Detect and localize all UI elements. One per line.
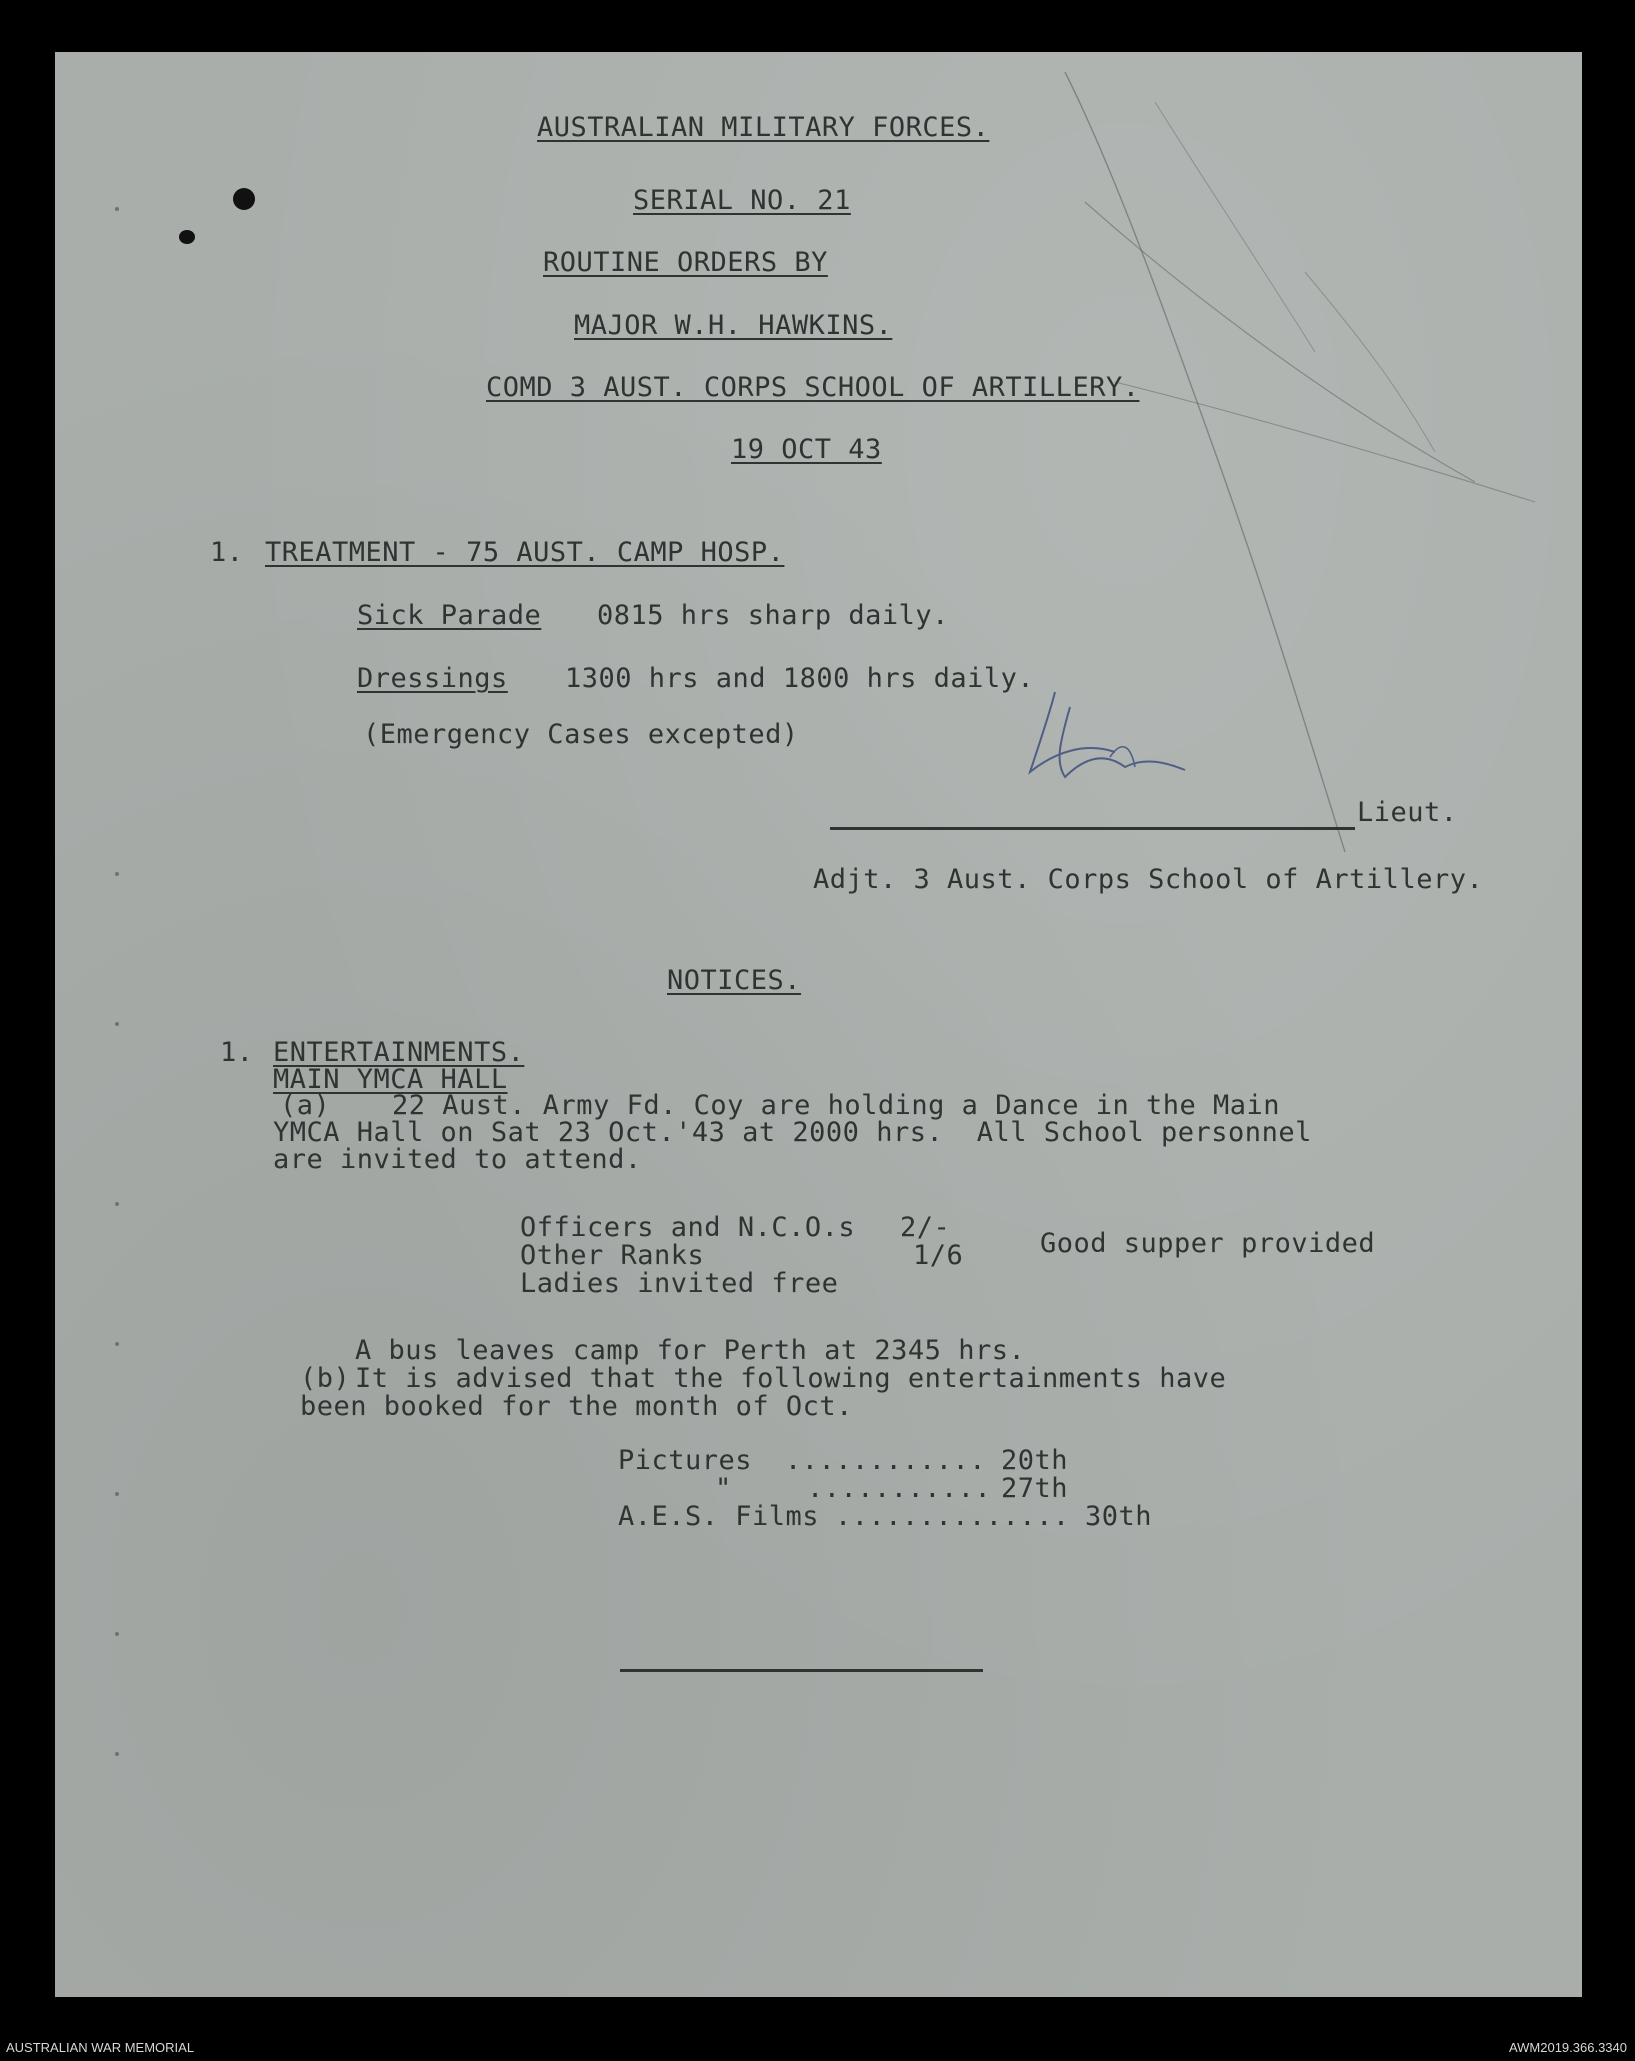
booking-date: 27th <box>1001 1473 1069 1504</box>
booking-name: " <box>715 1473 732 1504</box>
signature-rank: Lieut. <box>1357 797 1458 828</box>
header-line-serial: SERIAL NO. 21 <box>633 185 851 216</box>
punch-hole-mark <box>233 188 255 210</box>
booking-name: A.E.S. Films <box>618 1501 820 1532</box>
booking-name: Pictures <box>618 1445 753 1476</box>
margin-dot <box>115 1752 119 1756</box>
margin-dot <box>115 1492 119 1496</box>
margin-dot <box>115 1342 119 1346</box>
pencil-marks <box>55 52 1582 1997</box>
header-line-routine-orders: ROUTINE ORDERS BY <box>543 247 828 278</box>
closing-rule <box>620 1669 983 1672</box>
item-b-line-1: It is advised that the following entertainments have <box>355 1363 1227 1394</box>
order-number: 1. <box>210 537 244 568</box>
booking-date: 30th <box>1085 1501 1153 1532</box>
margin-dot <box>115 872 119 876</box>
item-a-line-2: YMCA Hall on Sat 23 Oct.'43 at 2000 hrs. All School personnel <box>273 1117 1312 1148</box>
booking-leader: ........... <box>807 1473 992 1504</box>
signature-mark <box>1030 692 1185 777</box>
margin-dot <box>115 1022 119 1026</box>
margin-dot <box>115 1632 119 1636</box>
item-a-label: (a) <box>280 1090 331 1121</box>
booking-date: 20th <box>1001 1445 1069 1476</box>
punch-hole-mark <box>179 230 195 244</box>
price-label-ladies: Ladies invited free <box>520 1268 839 1299</box>
dressings-time: 1300 hrs and 1800 hrs daily. <box>565 663 1035 694</box>
price-label-officers: Officers and N.C.O.s <box>520 1212 856 1243</box>
header-line-command: COMD 3 AUST. CORPS SCHOOL OF ARTILLERY. <box>486 372 1140 403</box>
sick-parade-time: 0815 hrs sharp daily. <box>597 600 949 631</box>
emergency-note: (Emergency Cases excepted) <box>363 719 799 750</box>
order-heading: TREATMENT - 75 AUST. CAMP HOSP. <box>265 537 785 568</box>
header-line-forces: AUSTRALIAN MILITARY FORCES. <box>537 112 990 143</box>
price-label-other-ranks: Other Ranks <box>520 1240 705 1271</box>
margin-dot <box>115 1202 119 1206</box>
price-officers: 2/- <box>900 1212 951 1243</box>
margin-dot <box>115 207 119 211</box>
signature-line <box>830 827 1355 830</box>
signature-title: Adjt. 3 Aust. Corps School of Artillery. <box>813 864 1484 895</box>
header-line-date: 19 OCT 43 <box>731 434 882 465</box>
notices-heading: NOTICES. <box>667 965 802 996</box>
footer-accession-number: AWM2019.366.3340 <box>1508 2040 1627 2055</box>
document-page <box>55 52 1582 1997</box>
item-a-line-3: are invited to attend. <box>273 1144 642 1175</box>
booking-leader: .............. <box>835 1501 1070 1532</box>
supper-note: Good supper provided <box>1040 1228 1376 1259</box>
notice-heading: ENTERTAINMENTS. <box>273 1037 525 1068</box>
item-a-line-1: 22 Aust. Army Fd. Coy are holding a Dance in the Main <box>392 1090 1281 1121</box>
header-line-commander: MAJOR W.H. HAWKINS. <box>574 310 893 341</box>
notice-subheading: MAIN YMCA HALL <box>273 1064 508 1095</box>
bus-note: A bus leaves camp for Perth at 2345 hrs. <box>355 1335 1026 1366</box>
footer-archive-name: AUSTRALIAN WAR MEMORIAL <box>6 2040 195 2055</box>
booking-leader: ............ <box>785 1445 987 1476</box>
item-b-line-2: been booked for the month of Oct. <box>300 1391 853 1422</box>
dressings-label: Dressings <box>357 663 508 694</box>
notice-number: 1. <box>220 1037 254 1068</box>
sick-parade-label: Sick Parade <box>357 600 542 631</box>
price-other-ranks: 1/6 <box>913 1240 964 1271</box>
item-b-label: (b) <box>300 1363 351 1394</box>
